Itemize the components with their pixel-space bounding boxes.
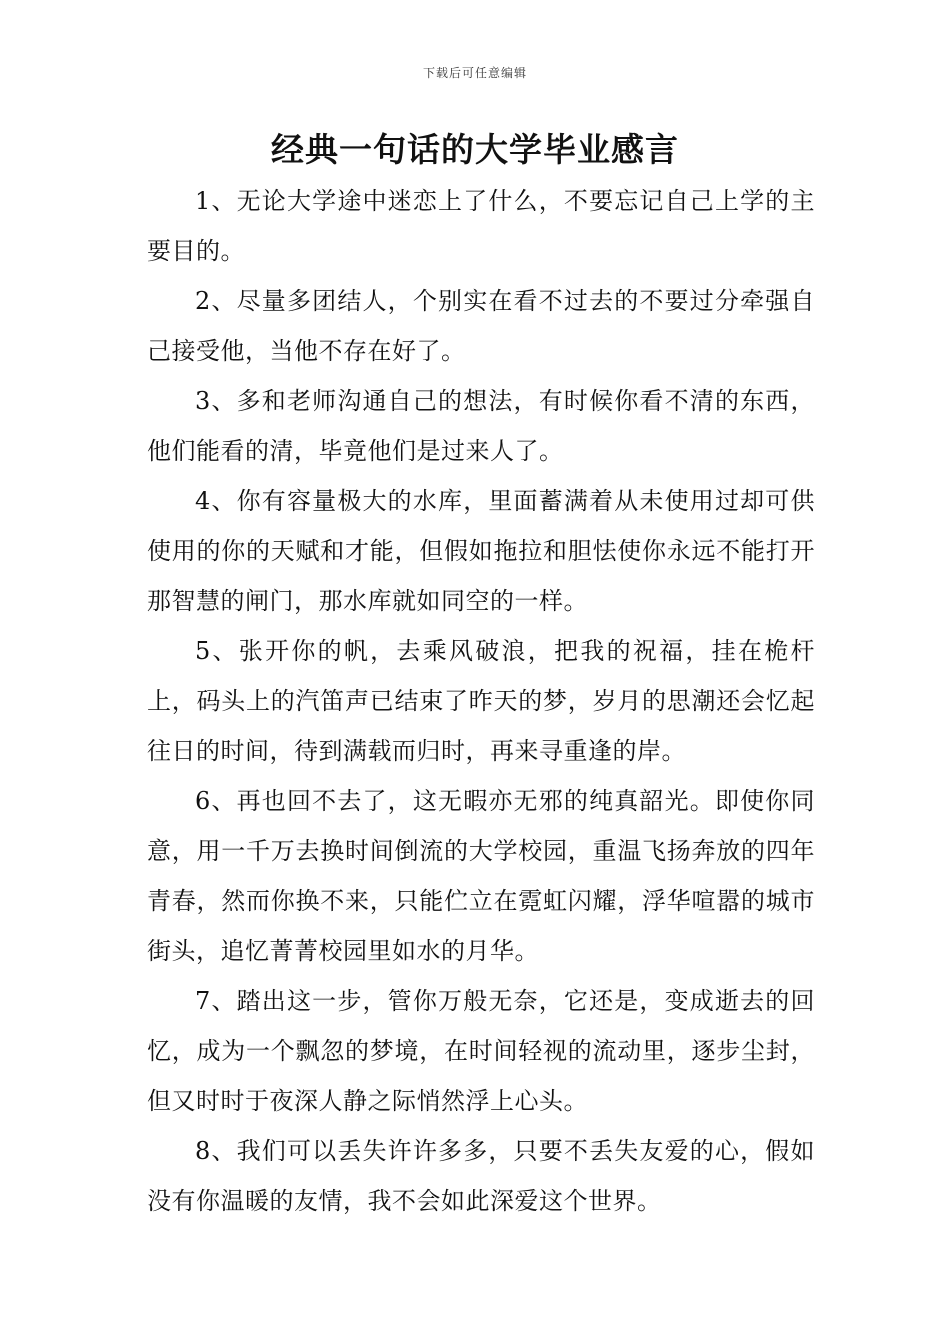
header-note: 下载后可任意编辑 bbox=[422, 66, 527, 80]
document-title: 经典一句话的大学毕业感言 bbox=[271, 130, 679, 169]
paragraph-1: 1、无论大学途中迷恋上了什么，不要忘记自己上学的主要目的。 bbox=[147, 187, 815, 265]
document-body bbox=[147, 176, 815, 1226]
paragraph-7: 7、踏出这一步，管你万般无奈，它还是，变成逝去的回忆，成为一个飘忽的梦境，在时间轻视的流动里，逐步尘封，但又时时于夜深人静之际悄然浮上心头。 bbox=[147, 987, 815, 1115]
paragraph-2: 2、尽量多团结人，个别实在看不过去的不要过分牵强自己接受他，当他不存在好了。 bbox=[147, 287, 815, 365]
paragraph-6: 6、再也回不去了，这无暇亦无邪的纯真韶光。即使你同意，用一千万去换时间倒流的大学校园，重温飞扬奔放的四年青春，然而你换不来，只能伫立在霓虹闪耀，浮华喧嚣的城市街头，追忆菁菁校园里如水的月华。 bbox=[147, 787, 815, 965]
paragraph-4: 4、你有容量极大的水库，里面蓄满着从未使用过却可供使用的你的天赋和才能，但假如拖拉和胆怯使你永远不能打开那智慧的闸门，那水库就如同空的一样。 bbox=[147, 487, 815, 615]
paragraph-3: 3、多和老师沟通自己的想法，有时候你看不清的东西，他们能看的清，毕竟他们是过来人了。 bbox=[147, 387, 815, 465]
paragraph-5: 5、张开你的帆，去乘风破浪，把我的祝福，挂在桅杆上，码头上的汽笛声已结束了昨天的梦，岁月的思潮还会忆起往日的时间，待到满载而归时，再来寻重逢的岸。 bbox=[147, 637, 815, 765]
paragraph-8: 8、我们可以丢失许许多多，只要不丢失友爱的心，假如没有你温暖的友情，我不会如此深爱这个世界。 bbox=[147, 1137, 815, 1215]
